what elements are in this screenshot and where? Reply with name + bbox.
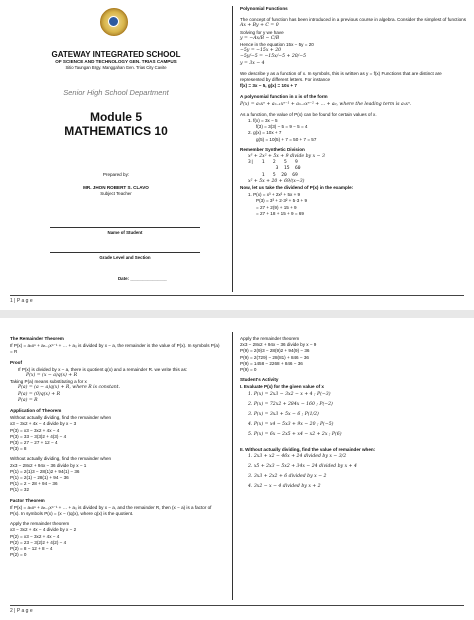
exercise-item: 1. P(x) = 2x3 − 3x2 − x + 4 ; P(−3) xyxy=(248,391,331,397)
equation: P(x) = aₙxⁿ + aₙ₋₁xⁿ⁻¹ + aₙ₋₂xⁿ⁻² + … + a₀, where the leading term is aₙxⁿ. xyxy=(240,101,412,107)
paragraph: The concept of function has been introduced in a previous course in algebra. Consider the simplest of functions xyxy=(240,17,466,23)
example-item: g(5) = 10(5) + 7 = 50 + 7 = 57 xyxy=(256,136,317,142)
student-name-label: Name of Student xyxy=(107,230,143,235)
subheading: Application of Theorem xyxy=(10,408,62,414)
work-line: P(3) = 27 − 27 + 12 − 4 xyxy=(10,440,58,446)
exercise-item: 3. P(x) = 3x3 + 5x − 6 ; P(1/2) xyxy=(248,412,319,418)
example-item: 1. P(x) = x³ + 2x² + 5x + 9 xyxy=(248,192,301,198)
exercise-item: 2. x5 + 2x3 − 5x2 + 34x − 24 divided by x + 4 xyxy=(248,464,357,470)
paragraph: Taking P(a) means substituting a for x xyxy=(10,379,87,385)
work-line: x3 − 3x2 + 4x − 4 divide by x − 2 xyxy=(10,527,77,533)
student-activity-section xyxy=(240,336,466,491)
synthetic-division-row: 1 5 20 69 xyxy=(248,172,298,178)
school-seal-logo xyxy=(100,8,128,36)
paragraph: Without actually dividing, find the remainder when xyxy=(10,415,112,421)
school-address: Sitio Taungan Brgy. Manggahan Gen. Trias City Cavite xyxy=(65,65,167,70)
work-line: P(9) = 2(729) − 28(81) + 846 − 36 xyxy=(240,354,309,360)
exercise-item: 3. 3x3 + 2x2 + 6 divided by x − 2 xyxy=(248,474,327,480)
department-name: Senior High School Department xyxy=(63,88,169,97)
section-heading: Polynomial Functions xyxy=(240,6,288,11)
equation: P(x) = (x − a)q(x) + R xyxy=(26,373,78,379)
instruction: I. Evaluate P(x) for the given value of x xyxy=(240,384,324,390)
equation: P(a) = (a − a)q(x) + R, where R is constant. xyxy=(18,385,120,391)
paragraph: If P(x) = aₙxⁿ + aₙ₋₁xⁿ⁻¹ + … + a₀ is divided by x − a, the remainder is the value of P(x). In symbols P(a) = R xyxy=(10,343,220,355)
paragraph: We describe y as a function of x. In symbols, this is written as y = f(x) Functions that are distinct are represented by different letters. For instance xyxy=(240,70,442,83)
page-2 xyxy=(0,318,474,620)
example: f(x) = 3x − 5, g(x) = 10x + 7 xyxy=(240,83,297,89)
page-gap xyxy=(0,310,474,318)
work-line: P(2) = x3 − 3x2 + 4x − 4 xyxy=(10,533,60,539)
paragraph: Now, let us take the dividend of P(x) in the example: xyxy=(240,185,354,191)
work-line: x3 − 3x2 + 4x − 4 divide by x − 3 xyxy=(10,421,77,427)
paragraph: If P(x) = aₙxⁿ + aₙ₋₁xⁿ⁻¹ + … + a₀ is divided by x − a, and the remainder R, then (x − a) is a factor of P(x). In symbols P(x) = (x − r)q(x), where q(x) is the quotient. xyxy=(10,504,212,517)
exercise-item: 4. P(x) = x4 − 5x3 + 9x − 20 ; P(−5) xyxy=(248,422,334,428)
synthetic-division-row: 3| 1 2 5 9 xyxy=(248,160,298,166)
subheading: Remember Synthetic Division xyxy=(240,146,305,152)
work-line: P(9) = 2(9)3 − 28(9)2 + 94(9) − 36 xyxy=(240,348,310,354)
paragraph: Without actually dividing, find the remainder when xyxy=(10,456,112,462)
paragraph: As a function, the value of P(x) can be found for certain values of x. xyxy=(240,111,377,117)
work-line: P(3) = 8 xyxy=(10,446,27,452)
footer-rule xyxy=(10,295,464,296)
synthetic-division-row: 3 15 60 xyxy=(248,166,301,172)
column-divider xyxy=(232,332,233,600)
remainder-theorem-section xyxy=(10,336,222,559)
example-item: 1. f(x) = 3x − 5 xyxy=(248,118,278,124)
equation: x³ + 2x² + 5x + 9 divide by x − 3 xyxy=(248,154,325,160)
school-name: GATEWAY INTEGRATED SCHOOL xyxy=(51,50,181,59)
equation: y = −Ax/B − C/B xyxy=(240,35,280,41)
paragraph: Solving for y we have xyxy=(240,29,284,35)
work-line: P(1) = 32 xyxy=(10,487,30,493)
page-number: 2 | P a g e xyxy=(10,608,33,614)
subheading: Factor Theorem xyxy=(10,497,45,503)
work-line: P(2) = 8 − 12 + 8 − 4 xyxy=(10,546,53,552)
work-line: P(1) = 2 − 28 + 94 − 36 xyxy=(10,481,58,487)
footer-rule xyxy=(10,605,464,606)
teacher-name: MR. JHON ROBERT S. CLAVO xyxy=(83,185,149,190)
grade-section-label: Grade Level and Section xyxy=(99,255,151,260)
date-field[interactable]: Date: _______________ xyxy=(118,276,167,281)
module-title: Module 5 xyxy=(89,110,142,124)
example-item: = 27 + 18 + 15 + 9 = 69 xyxy=(256,210,304,216)
work-line: P(2) = 23 − 3(2)2 + 4(2) − 4 xyxy=(10,539,67,545)
polynomial-functions-section xyxy=(240,6,466,217)
prepared-by-label: Prepared by: xyxy=(102,172,130,177)
subheading: Proof xyxy=(10,359,22,365)
subject-title: MATHEMATICS 10 xyxy=(64,124,168,138)
exercise-item: 1. 2x3 + x2 − 46x + 24 divided by x − 3/2 xyxy=(248,453,347,459)
equation: x² + 5x + 20 + 69/(x−3) xyxy=(248,178,305,184)
example-item: f(3) = 3(3) − 5 = 9 − 5 = 4 xyxy=(256,124,308,130)
exercise-item: 4. 3x2 − x − 4 divided by x + 2 xyxy=(248,484,321,490)
example-item: 2. g(x) = 10x + 7 xyxy=(248,130,282,136)
paragraph: If P(x) is divided by x − a, there is quotient q(x) and a remainder R. we write this as: xyxy=(18,366,188,372)
equation: P(a) = (0)q(x) + R xyxy=(18,391,61,397)
work-line: P(9) = 0 xyxy=(240,367,257,373)
equation: Ax + By + C = 0 xyxy=(240,23,279,29)
paragraph: Hence in the equation 15x − 5y = 20 xyxy=(240,42,314,48)
work-line: P(2) = 0 xyxy=(10,552,27,558)
page-number: 1 | P a g e xyxy=(10,298,33,304)
paragraph: A polynomial function in x is of the form xyxy=(240,94,328,100)
column-divider xyxy=(232,6,233,292)
work-line: P(3) = 33 − 3(3)2 + 4(3) − 4 xyxy=(10,433,67,439)
equation: P(a) = R xyxy=(18,397,38,403)
section-heading: The Remainder Theorem xyxy=(10,336,64,341)
work-line: 2x3 − 28x2 + 94x − 36 divide by x − 9 xyxy=(240,342,317,348)
equation: −5y = −15x + 20 xyxy=(240,48,282,54)
exercise-item: 5. P(x) = 6x − 2x5 + x4 − x2 + 2x ; P(6) xyxy=(248,432,342,438)
instruction: II. Without actually dividing, find the value of remainder when: xyxy=(240,446,376,452)
equation: y = 3x − 4 xyxy=(240,60,265,66)
school-tagline: OF SCIENCE AND TECHNOLOGY GEN. TRIAS CAMPUS xyxy=(55,59,177,64)
section-heading: Student's Activity xyxy=(240,377,279,383)
work-line: P(1) = 2(1)3 − 28(1)2 + 94(1) − 36 xyxy=(10,468,80,474)
paragraph: Apply the remainder theorem xyxy=(10,521,70,527)
example-item: P(3) = 3³ + 2·3² + 5·3 + 9 xyxy=(256,198,308,204)
equation: −5y/−5 = −15x/−5 + 20/−5 xyxy=(240,54,306,60)
grade-section-line[interactable] xyxy=(50,252,200,253)
work-line: P(3) = x3 − 3x2 + 4x − 4 xyxy=(10,427,60,433)
work-line: P(9) = 1458 − 2268 + 846 − 36 xyxy=(240,360,303,366)
paragraph: Apply the remainder theorem xyxy=(240,336,300,341)
student-name-line[interactable] xyxy=(50,227,200,228)
work-line: P(1) = 2(1) − 28(1) + 94 − 36 xyxy=(10,475,69,481)
example-item: = 27 + 2(9) + 15 + 9 xyxy=(256,204,297,210)
exercise-item: 2. P(x) = 72x2 + 284x − 160 ; P(−2) xyxy=(248,401,333,407)
teacher-role: Subject Teacher xyxy=(100,191,132,196)
work-line: 2x3 − 28x2 + 94x − 36 divide by x − 1 xyxy=(10,462,87,468)
